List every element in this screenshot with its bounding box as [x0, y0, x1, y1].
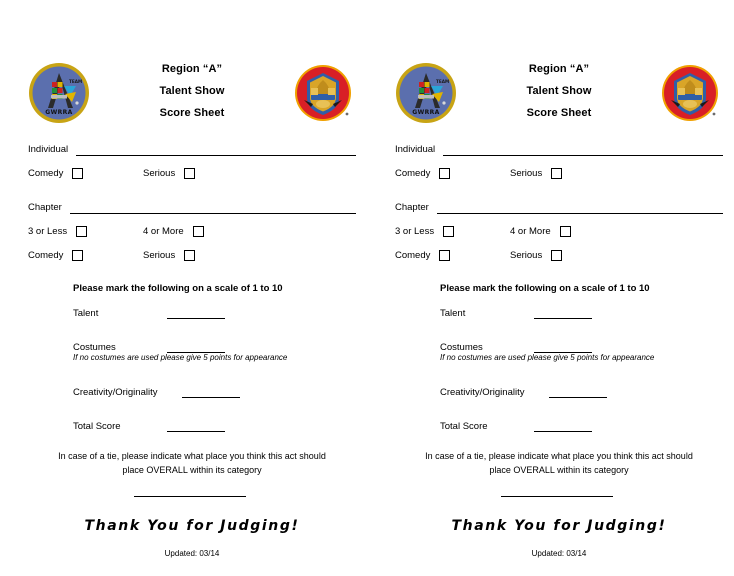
updated-date: Updated: 03/14: [531, 549, 587, 558]
score-row-talent: [73, 307, 356, 321]
tiebreak-note: [397, 449, 721, 477]
score-label-costumes: Costumes: [440, 342, 483, 353]
tiebreak-place-blank[interactable]: [501, 496, 613, 497]
chapter-comedy-option[interactable]: [395, 248, 450, 263]
title-line-score-sheet: Score Sheet: [159, 107, 225, 119]
score-label-creativity: Creativity/Originality: [73, 387, 158, 398]
score-label-costumes: Costumes: [73, 342, 116, 353]
chapter-field-row: [395, 200, 723, 216]
chapter-three-or-less-checkbox[interactable]: [76, 226, 87, 237]
scoring-instruction: Please mark the following on a scale of 1 to 10: [73, 283, 283, 294]
title-line-talent-show: Talent Show: [159, 85, 225, 97]
thank-you-message: Thank You for Judging!: [84, 518, 300, 534]
chapter-comedy-checkbox[interactable]: [439, 250, 450, 261]
chapter-serious-checkbox[interactable]: [551, 250, 562, 261]
gwrra-gold-wing-emblem-logo-icon: [661, 64, 719, 122]
individual-field-row: [28, 142, 356, 158]
score-row-creativity: [440, 386, 723, 400]
chapter-four-or-more-label: 4 or More: [143, 225, 184, 237]
chapter-four-or-more-checkbox[interactable]: [193, 226, 204, 237]
chapter-three-or-less-option[interactable]: [395, 224, 454, 239]
individual-comedy-option[interactable]: [395, 166, 450, 181]
chapter-serious-option[interactable]: [510, 248, 562, 263]
chapter-four-or-more-checkbox[interactable]: [560, 226, 571, 237]
score-row-total: [73, 420, 356, 434]
score-label-talent: Talent: [73, 308, 99, 319]
title-line-region: Region “A”: [161, 63, 223, 75]
individual-serious-label: Serious: [510, 167, 543, 179]
svg-text:GWRRA: GWRRA: [45, 109, 73, 116]
individual-comedy-checkbox[interactable]: [72, 168, 83, 179]
costume-note: If no costumes are used please give 5 points for appearance: [440, 353, 655, 362]
score-blank-creativity[interactable]: [549, 397, 607, 398]
individual-serious-option[interactable]: [143, 166, 195, 181]
chapter-serious-label: Serious: [510, 249, 543, 261]
svg-text:TEAM: TEAM: [69, 79, 83, 84]
individual-label: Individual: [28, 144, 69, 155]
score-blank-total[interactable]: [167, 431, 225, 432]
svg-text:TEAM: TEAM: [436, 79, 450, 84]
chapter-serious-option[interactable]: [143, 248, 195, 263]
gwrra-region-a-team-logo-icon: [395, 62, 457, 124]
chapter-comedy-checkbox[interactable]: [72, 250, 83, 261]
tiebreak-note-line2: place OVERALL within its category: [122, 465, 262, 475]
sheet-header: [28, 58, 356, 130]
score-label-total: Total Score: [73, 421, 121, 432]
chapter-four-or-more-label: 4 or More: [510, 225, 551, 237]
chapter-four-or-more-option[interactable]: [143, 224, 204, 239]
sheet-header: [395, 58, 723, 130]
individual-serious-option[interactable]: [510, 166, 562, 181]
title-line-score-sheet: Score Sheet: [526, 107, 592, 119]
chapter-serious-checkbox[interactable]: [184, 250, 195, 261]
tiebreak-place-blank[interactable]: [134, 496, 246, 497]
chapter-three-or-less-label: 3 or Less: [28, 225, 68, 237]
individual-input-line[interactable]: [76, 144, 356, 156]
chapter-three-or-less-label: 3 or Less: [395, 225, 435, 237]
chapter-input-line[interactable]: [437, 202, 723, 214]
scoring-instruction: Please mark the following on a scale of 1 to 10: [440, 283, 650, 294]
chapter-comedy-option[interactable]: [28, 248, 83, 263]
individual-category-row: [395, 166, 723, 181]
chapter-three-or-less-checkbox[interactable]: [443, 226, 454, 237]
tiebreak-note: [30, 449, 354, 477]
score-blank-creativity[interactable]: [182, 397, 240, 398]
chapter-three-or-less-option[interactable]: [28, 224, 87, 239]
gwrra-region-a-team-logo-icon: [28, 62, 90, 124]
score-row-creativity: [73, 386, 356, 400]
title-line-talent-show: Talent Show: [526, 85, 592, 97]
svg-text:GWRRA: GWRRA: [412, 109, 440, 116]
score-sheet-copy-right: [367, 0, 734, 576]
chapter-label: Chapter: [395, 202, 429, 213]
score-label-talent: Talent: [440, 308, 466, 319]
chapter-four-or-more-option[interactable]: [510, 224, 571, 239]
chapter-comedy-label: Comedy: [28, 249, 64, 261]
individual-comedy-label: Comedy: [28, 167, 64, 179]
chapter-comedy-label: Comedy: [395, 249, 431, 261]
chapter-category-row: [395, 248, 723, 263]
individual-comedy-label: Comedy: [395, 167, 431, 179]
score-label-total: Total Score: [440, 421, 488, 432]
chapter-input-line[interactable]: [70, 202, 356, 214]
score-blank-total[interactable]: [534, 431, 592, 432]
chapter-size-row: [395, 224, 723, 239]
chapter-serious-label: Serious: [143, 249, 176, 261]
score-blank-talent[interactable]: [534, 318, 592, 319]
chapter-size-row: [28, 224, 356, 239]
gwrra-gold-wing-emblem-logo-icon: [294, 64, 352, 122]
individual-label: Individual: [395, 144, 436, 155]
individual-comedy-option[interactable]: [28, 166, 83, 181]
individual-serious-label: Serious: [143, 167, 176, 179]
individual-category-row: [28, 166, 356, 181]
individual-comedy-checkbox[interactable]: [439, 168, 450, 179]
updated-date: Updated: 03/14: [164, 549, 220, 558]
title-line-region: Region “A”: [528, 63, 590, 75]
individual-serious-checkbox[interactable]: [184, 168, 195, 179]
individual-serious-checkbox[interactable]: [551, 168, 562, 179]
title-block: [459, 58, 659, 124]
tiebreak-note-line1: In case of a tie, please indicate what place you think this act should: [425, 451, 693, 461]
individual-input-line[interactable]: [443, 144, 723, 156]
tiebreak-note-line1: In case of a tie, please indicate what place you think this act should: [58, 451, 326, 461]
thank-you-message: Thank You for Judging!: [451, 518, 667, 534]
score-row-total: [440, 420, 723, 434]
chapter-category-row: [28, 248, 356, 263]
score-label-creativity: Creativity/Originality: [440, 387, 525, 398]
costume-note: If no costumes are used please give 5 points for appearance: [73, 353, 288, 362]
score-blank-talent[interactable]: [167, 318, 225, 319]
individual-field-row: [395, 142, 723, 158]
chapter-field-row: [28, 200, 356, 216]
chapter-label: Chapter: [28, 202, 62, 213]
tiebreak-note-line2: place OVERALL within its category: [489, 465, 629, 475]
title-block: [92, 58, 292, 124]
score-row-talent: [440, 307, 723, 321]
